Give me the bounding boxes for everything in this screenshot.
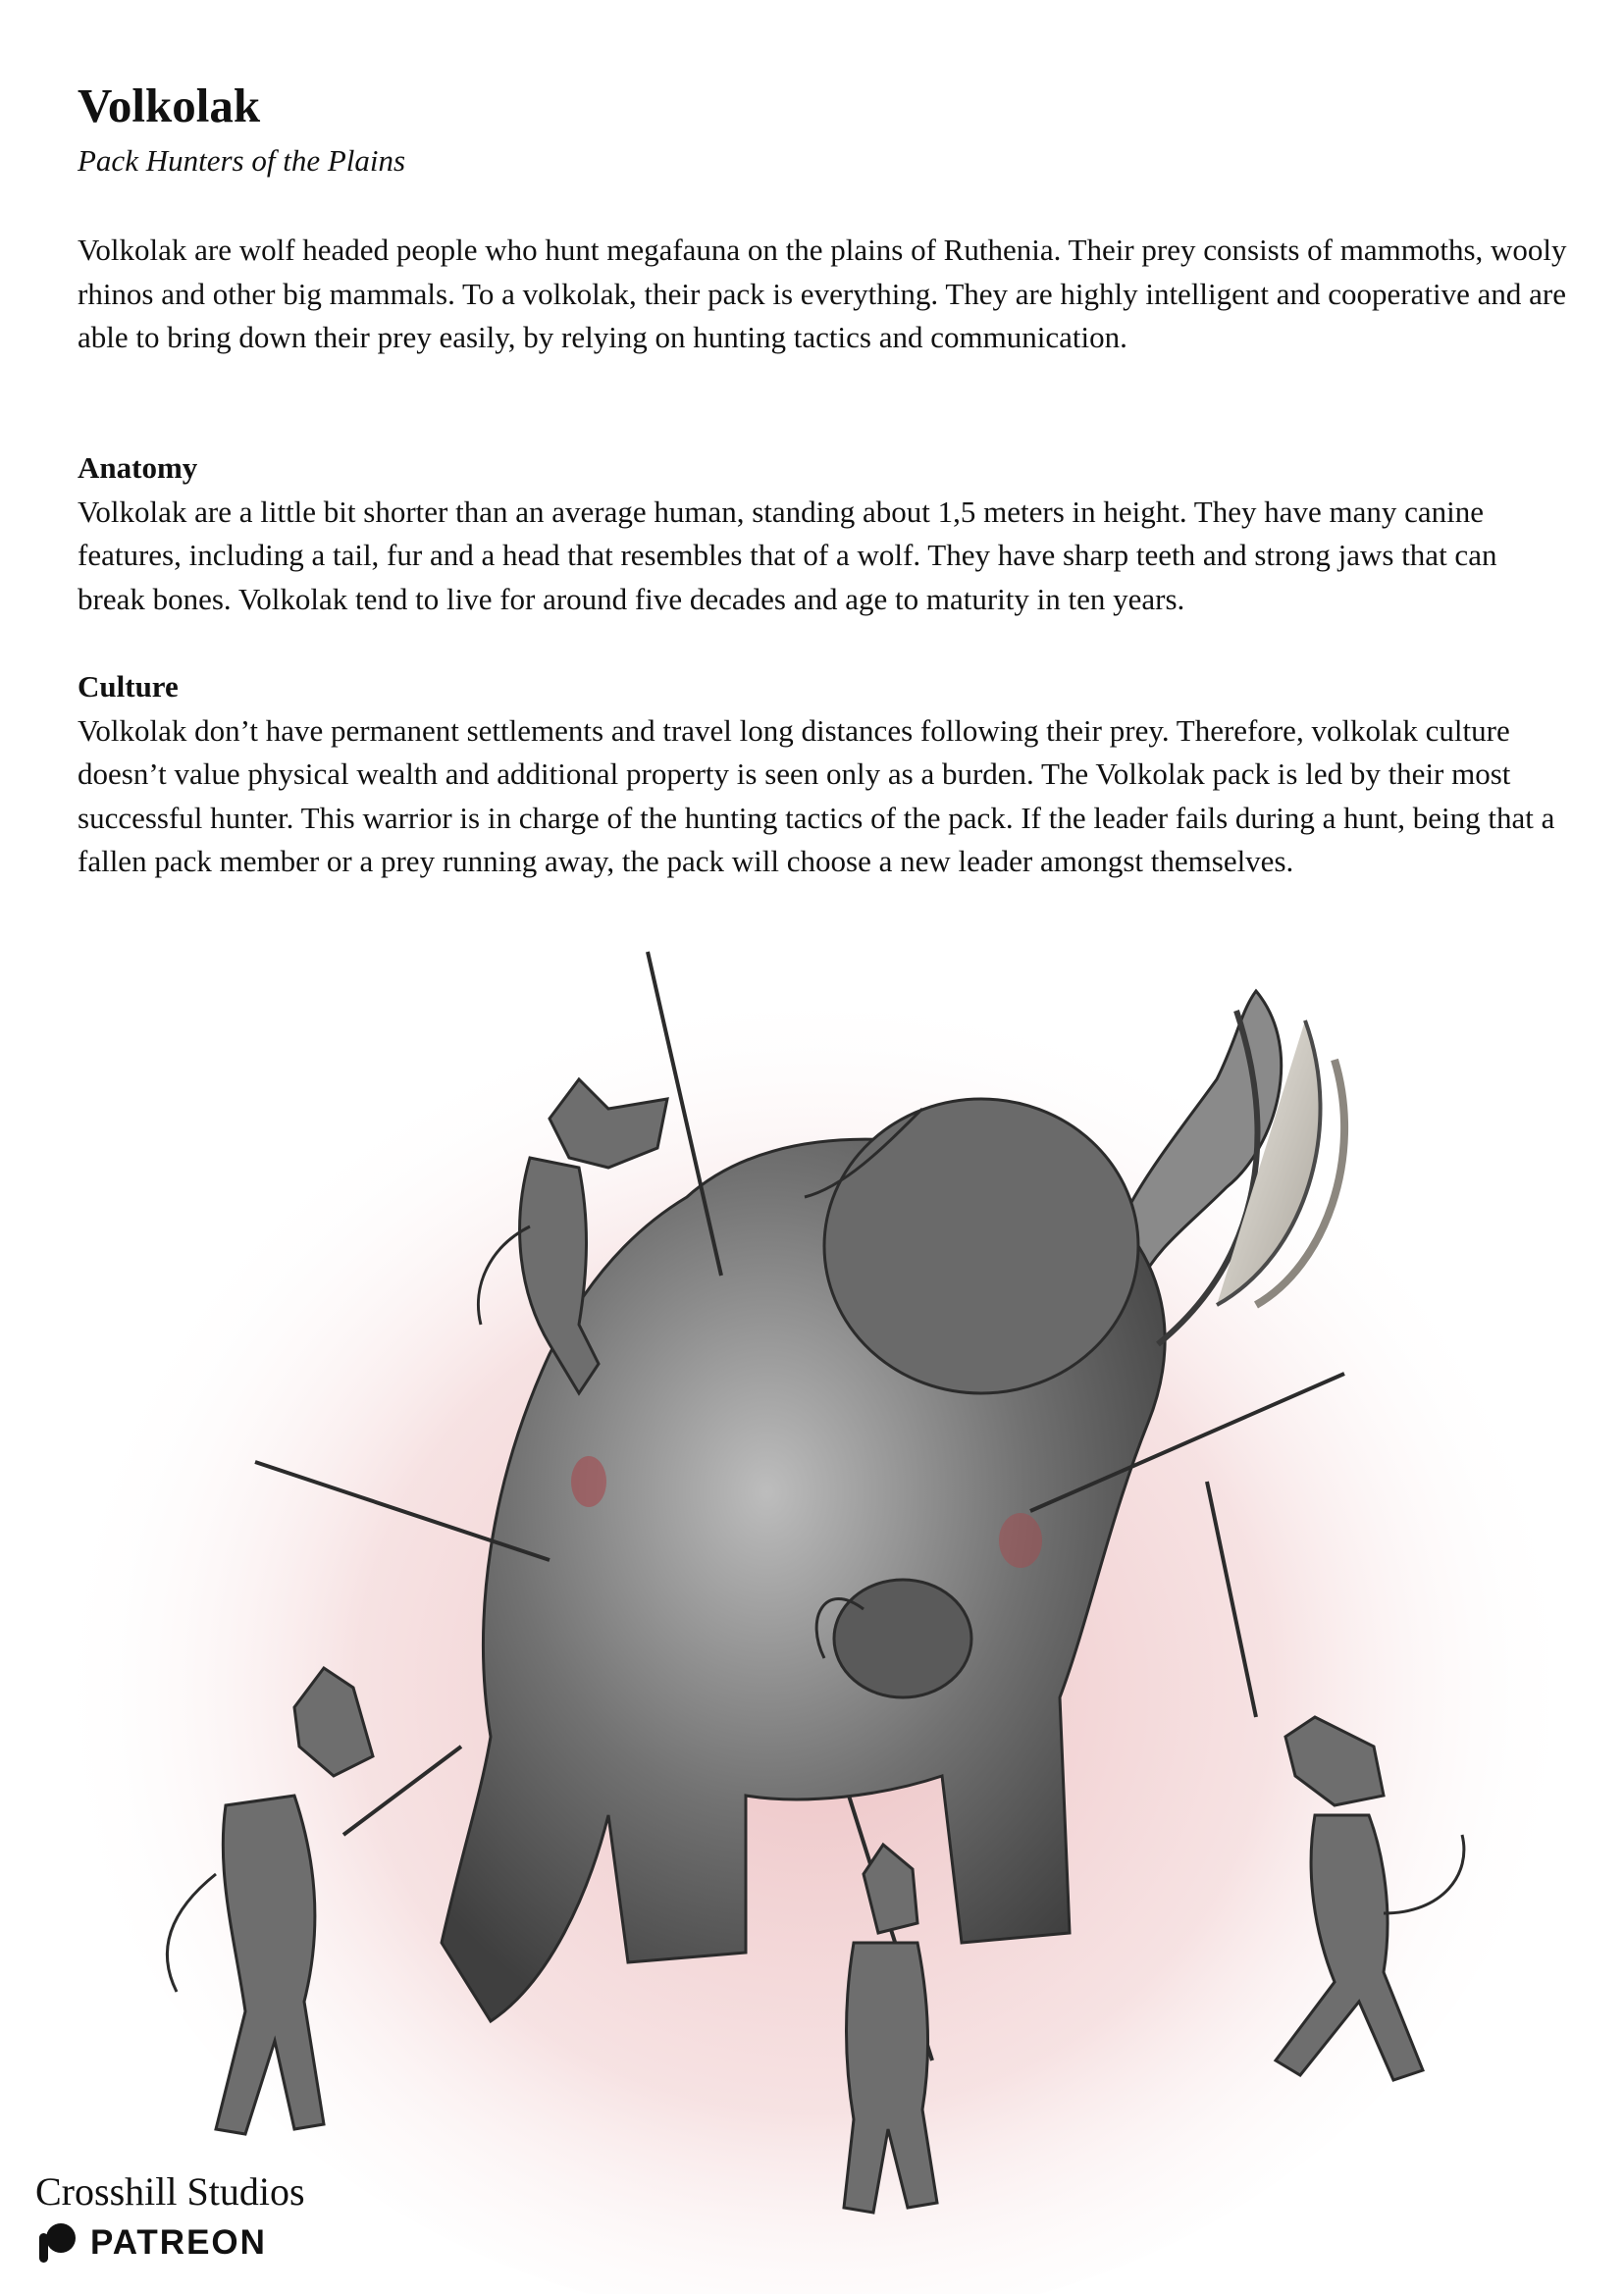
anatomy-heading: Anatomy bbox=[78, 450, 198, 485]
culture-body: Volkolak don’t have permanent settlements and travel long distances following their prey. Therefore, volkolak culture doesn’t value physical wealth and additional property is seen only as a burden. The Volkolak pack is led by their most successful hunter. This warrior is in charge of the hunting tactics of the pack. If the leader fails during a hunt, being that a fallen pack member or a prey running away, the pack will choose a new leader amongst themselves. bbox=[78, 712, 1555, 879]
page-title: Volkolak bbox=[78, 78, 261, 132]
patreon-link[interactable] bbox=[35, 2221, 305, 2265]
studio-name: Crosshill Studios bbox=[35, 2169, 305, 2214]
patreon-wordmark: PATREON bbox=[90, 2223, 267, 2262]
culture-section bbox=[78, 665, 1569, 884]
patreon-logo-icon bbox=[35, 2221, 79, 2265]
mammoth-hunt-illustration bbox=[0, 932, 1624, 2294]
anatomy-section bbox=[78, 446, 1569, 621]
brand-footer bbox=[35, 2168, 305, 2265]
page-subtitle: Pack Hunters of the Plains bbox=[78, 143, 406, 178]
culture-heading: Culture bbox=[78, 669, 179, 704]
intro-paragraph: Volkolak are wolf headed people who hunt megafauna on the plains of Ruthenia. Their prey consists of mammoths, wooly rhinos and other big mammals. To a volkolak, their pack is everything. They are highly intelligent and cooperative and are able to bring down their prey easily, by relying on hunting tactics and communication. bbox=[78, 233, 1567, 355]
anatomy-body: Volkolak are a little bit shorter than an average human, standing about 1,5 meters in height. They have many canine features, including a tail, fur and a head that resembles that of a wolf. They have sharp teeth and strong jaws that can break bones. Volkolak tend to live for around five decades and age to maturity in ten years. bbox=[78, 494, 1497, 616]
